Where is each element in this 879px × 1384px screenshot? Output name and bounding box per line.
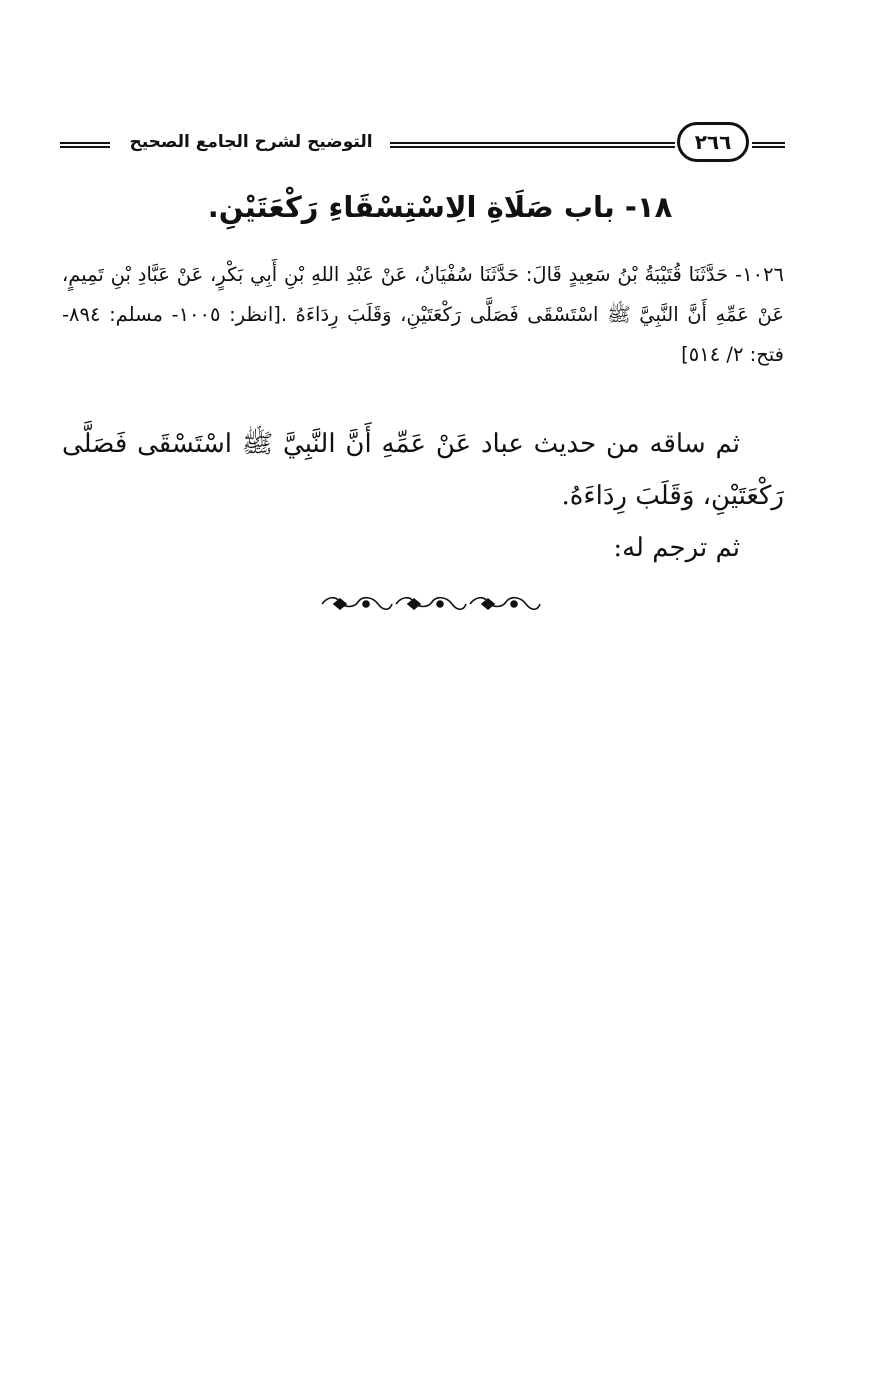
header-rule-middle: [390, 142, 675, 148]
header-rule-right: [752, 142, 785, 148]
ornament-unit: [470, 598, 540, 610]
page-number: [677, 122, 749, 162]
commentary-paragraph: ثم ساقه من حديث عباد عَنْ عَمِّهِ أَنَّ النَّبِيَّ ﷺ اسْتَسْقَى فَصَلَّى رَكْعَتَيْنِ، وَقَلَبَ رِدَاءَهُ.: [62, 429, 784, 511]
hadith-text: ١٠٢٦- حَدَّثَنَا قُتَيْبَةُ بْنُ سَعِيدٍ قَالَ: حَدَّثَنَا سُفْيَانُ، عَنْ عَبْدِ اللهِ بْنِ أَبِي بَكْرٍ، عَنْ عَبَّادِ بْنِ تَمِيمٍ، عَنْ عَمِّهِ أَنَّ النَّبِيَّ ﷺ اسْتَسْقَى فَصَلَّى رَكْعَتَيْنِ، وَقَلَبَ رِدَاءَهُ .[انظر: ١٠٠٥- مسلم: ٨٩٤- فتح: ٢/ ٥١٤]: [62, 263, 785, 366]
chapter-title: ١٨- باب صَلَاةِ الِاسْتِسْقَاءِ رَكْعَتَيْنِ.: [207, 190, 673, 224]
hadith-text-block: [62, 255, 784, 375]
decorative-divider-ornament-icon: [318, 592, 542, 616]
commentary-block: [62, 418, 784, 574]
page-number-text: ٢٦٦: [694, 130, 732, 154]
commentary-paragraph-translation-heading: ثم ترجم له:: [613, 533, 740, 563]
running-title: التوضيح لشرح الجامع الصحيح: [129, 132, 373, 152]
ornament-unit: [322, 598, 392, 610]
header-rule-left: [60, 142, 110, 148]
ornament-unit: [396, 598, 466, 610]
page-header: [60, 122, 785, 168]
